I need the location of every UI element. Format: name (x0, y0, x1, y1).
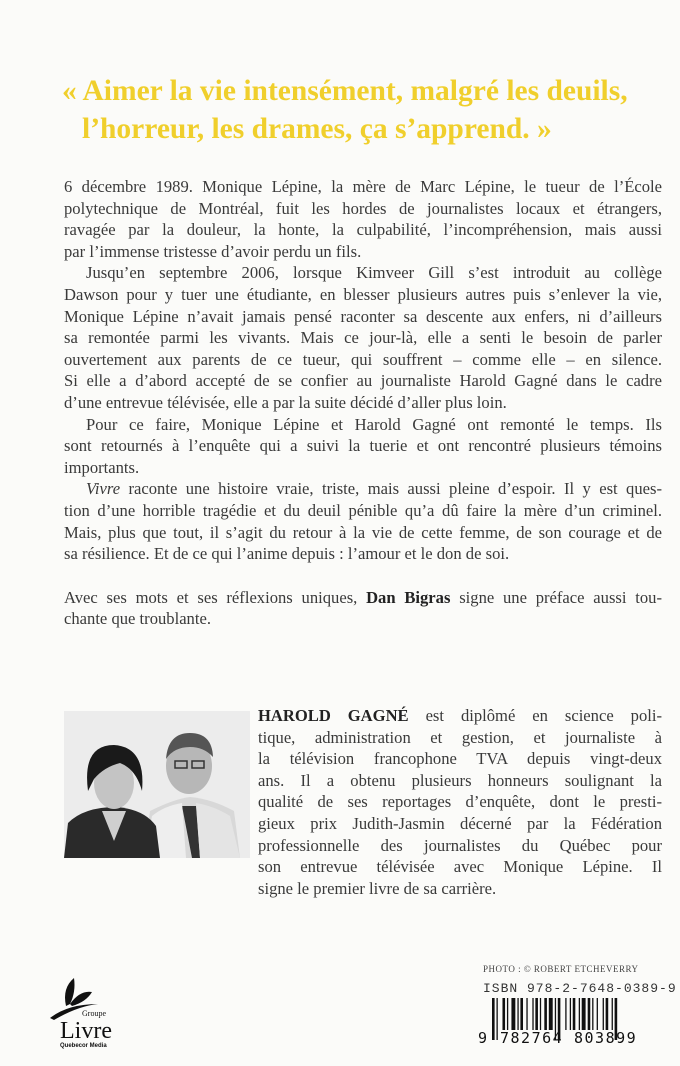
book-title: Vivre (86, 479, 121, 499)
book-summary (64, 176, 662, 630)
barcode-bar (496, 998, 497, 1040)
barcode-digits: 803899 (574, 1029, 638, 1044)
text-line: Jusqu’en septembre 2006, lorsque Kimveer Gill s’est introduit au collège (86, 263, 662, 283)
author-bio (258, 705, 662, 899)
text-line: tion d’une horrible tragédie et du deuil pénible qu’a dû faire la mère d’un criminel. (64, 500, 662, 520)
text-line: 6 décembre 1989. Monique Lépine, la mère de Marc Lépine, le tueur de l’École (64, 177, 662, 196)
barcode-bar (502, 998, 505, 1030)
barcode-bar (565, 998, 566, 1030)
barcode-bar (540, 998, 541, 1030)
text-span: signe une préface aussi tou- (450, 587, 662, 607)
text-span: Avec ses mots et ses réflexions uniques, (64, 587, 367, 607)
text-line: Pour ce faire, Monique Lépine et Harold Gagné ont remonté le temps. Ils (86, 414, 662, 434)
publisher-logo (48, 974, 118, 1050)
text-line: ravagée par la douleur, la honte, la culpabilité, l’incompréhension, mais aussi (64, 220, 662, 240)
text-line (64, 587, 662, 609)
barcode-bar (535, 998, 538, 1030)
text-line: Dawson pour y tuer une étudiante, en blesser plusieurs autres puis s’enlever la vie, (64, 284, 662, 304)
text-line (64, 478, 662, 500)
barcode-digits: 782764 (500, 1029, 564, 1044)
barcode-bar (517, 998, 518, 1030)
barcode-bar (597, 998, 598, 1030)
author-photo (64, 711, 250, 858)
barcode-bar (588, 998, 591, 1030)
barcode (478, 998, 668, 1044)
text-line: polytechnique de Montréal, fuit les hordes de journalistes locaux et étrangers, (64, 198, 662, 218)
text-line: sa résilience. Et de ce qui l’anime depuis : l’amour et le don de soi. (64, 544, 510, 564)
text-line: Si elle a d’abord accepté de se confier au journaliste Harold Gagné dans le cadre (64, 371, 662, 391)
text-span: raconte une histoire vraie, triste, mais aussi pleine d’espoir. Il y est ques- (120, 479, 662, 499)
text-line: Mais, plus que tout, il s’agit du retour à la vie de cette femme, de son courage et de (64, 522, 662, 542)
barcode-bar (606, 998, 609, 1030)
text-line: par l’immense tristesse d’avoir perdu un fils. (64, 241, 362, 261)
text-line: sa remontée parmi les vivants. Mais ce jour-là, elle a senti le besoin de parler (64, 328, 662, 348)
barcode-bar (592, 998, 593, 1030)
barcode-digits: 9 (478, 1029, 489, 1044)
text-line: d’une entrevue télévisée, elle a par la suite décidé d’aller plus loin. (64, 392, 507, 412)
barcode-bar (507, 998, 508, 1030)
text-line: signe le premier livre de sa carrière. (258, 878, 497, 898)
text-line: gieux prix Judith-Jasmin décerné par la Fédération (258, 813, 662, 833)
text-line: son entrevue télévisée avec Monique Lépine. Il (258, 857, 662, 877)
text-line: qualité de ses reportages d’enquête, dont le presti- (258, 792, 662, 812)
barcode-bar (520, 998, 523, 1030)
text-line: professionnelle des journalistes du Québec pour (258, 835, 662, 855)
text-line: Monique Lépine n’avait jamais pensé raconter sa descente aux enfers, ni d’ailleurs (64, 306, 662, 326)
barcode-bar (573, 998, 576, 1030)
barcode-bar (544, 998, 547, 1030)
barcode-bar (579, 998, 580, 1030)
photo-credit: PHOTO : © ROBERT ETCHEVERRY (483, 964, 639, 974)
barcode-bar (532, 998, 533, 1030)
text-line: tique, administration et gestion, et journaliste à (258, 727, 662, 747)
pull-quote (62, 72, 672, 148)
publisher-livre: Livre (60, 1018, 112, 1044)
text-line: chante que troublante. (64, 609, 211, 629)
barcode-bar (549, 998, 553, 1030)
barcode-bar (492, 998, 495, 1040)
barcode-bar (603, 998, 604, 1030)
quote-line: « Aimer la vie intensément, malgré les deuils, (62, 75, 628, 107)
publisher-groupe: Groupe (82, 1009, 106, 1018)
text-line: importants. (64, 457, 140, 477)
text-line: ans. Il a obtenu plusieurs honneurs soulignant la (258, 770, 662, 790)
barcode-bar (612, 998, 613, 1030)
publisher-quebecor: Quebecor Media (60, 1043, 107, 1049)
author-name: HAROLD GAGNÉ (258, 706, 409, 725)
barcode-bar (526, 998, 527, 1030)
isbn: ISBN 978-2-7648-0389-9 (483, 981, 677, 996)
barcode-bar (570, 998, 571, 1030)
text-line: la télévision francophone TVA depuis vingt-deux (258, 749, 662, 769)
preface-author: Dan Bigras (366, 587, 451, 607)
text-span: est diplômé en science poli- (408, 706, 662, 725)
barcode-bar (511, 998, 515, 1030)
quote-line: l’horreur, les drames, ça s’apprend. » (82, 113, 552, 145)
text-line: ouvertement aux parents de ce tueur, qui souffrent – comme elle – en silence. (64, 349, 662, 369)
text-line (258, 705, 662, 727)
barcode-bar (582, 998, 586, 1030)
text-line: sont retournés à l’enquête qui a suivi la tuerie et ont rencontré plusieurs témoins (64, 436, 662, 456)
